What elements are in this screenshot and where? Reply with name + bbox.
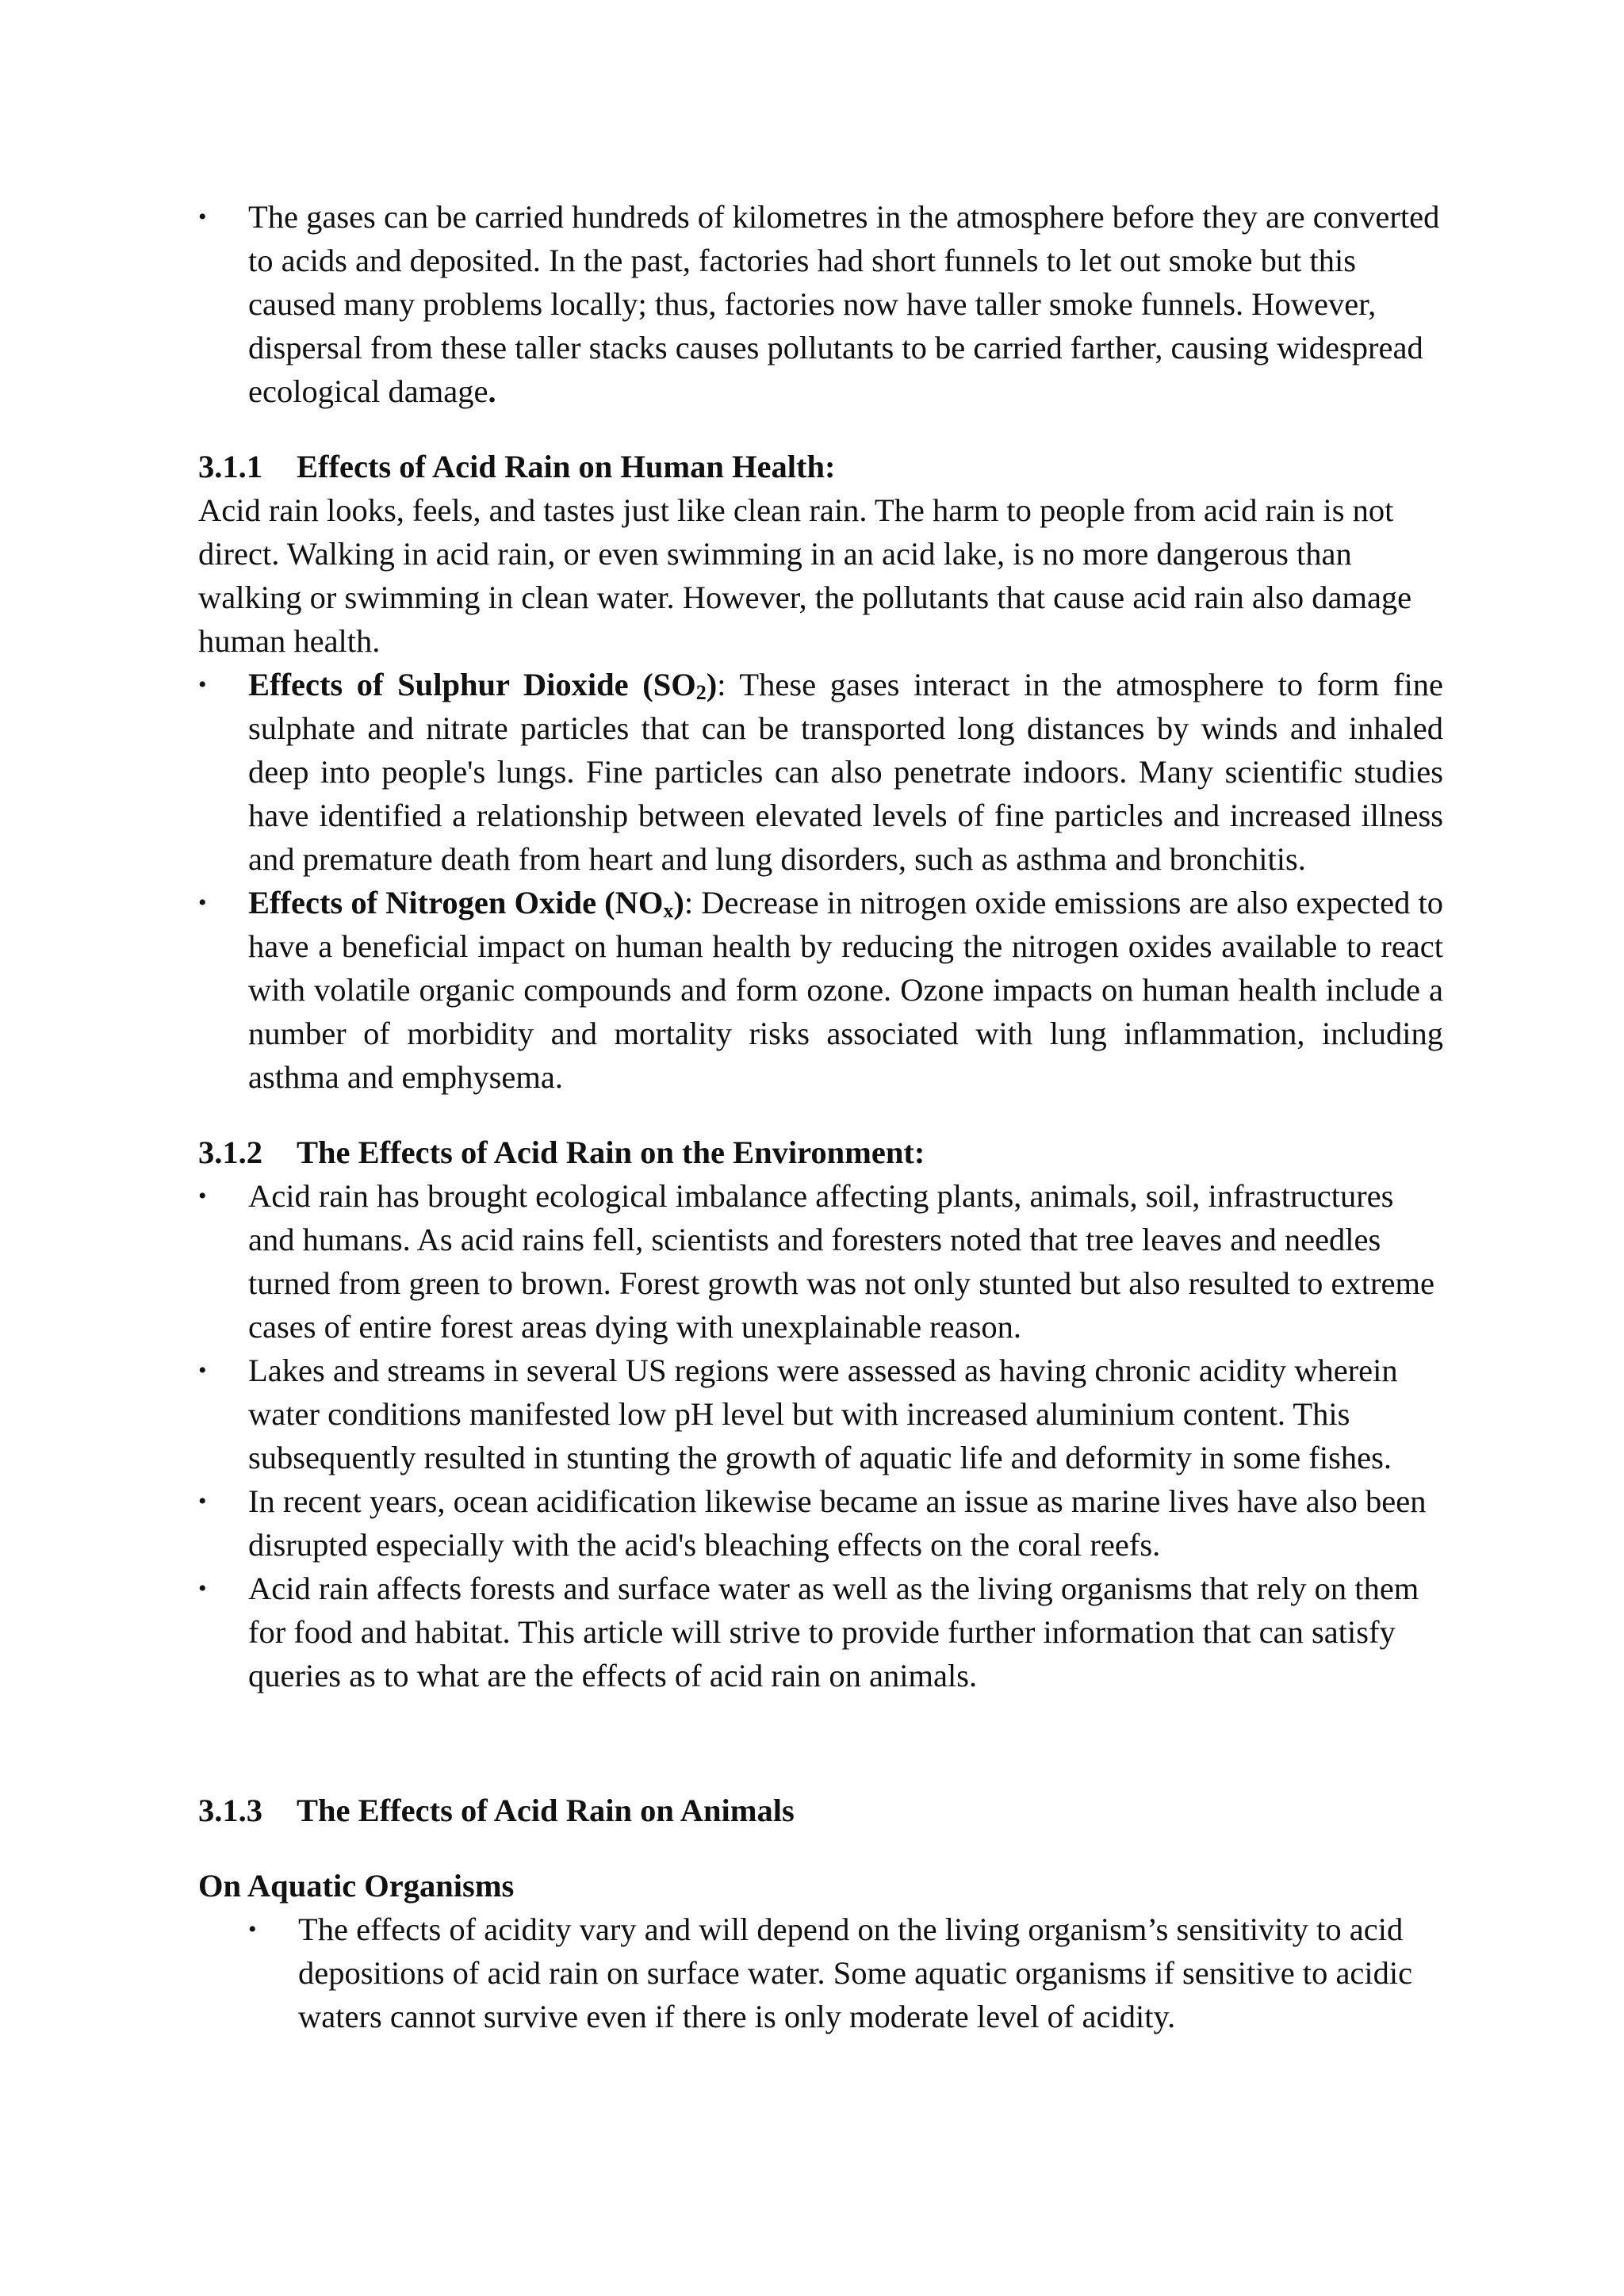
bullet-glyph: •: [198, 1575, 207, 1601]
list-item: [198, 881, 1443, 1099]
aquatic-organisms-list: [198, 1908, 1443, 2038]
bullet-glyph: •: [198, 890, 207, 916]
section-heading-3-1-1: [198, 445, 1443, 488]
section-heading-3-1-3: [198, 1789, 1443, 1832]
list-item: [198, 1567, 1443, 1697]
list-item-label: Effects of Nitrogen Oxide $(NO_x)$: [248, 885, 684, 922]
list-item-text: Acid rain has brought ecological imbalance affecting plants, animals, soil, infrastructures and humans. As acid rains fell, scientists and foresters noted that tree leaves and needles turned from green to brown. Forest growth was not only stunted but also resulted to extreme cases of entire forest areas dying with unexplainable reason.: [248, 1178, 1434, 1345]
list-item: [198, 1479, 1443, 1567]
list-item: [198, 195, 1443, 413]
document-page: [198, 195, 1443, 2038]
list-item-text: The gases can be carried hundreds of kilometres in the atmosphere before they are converted to acids and deposited. In the past, factories had short funnels to let out smoke but this caused many problems locally; thus, factories now have taller smoke funnels. However, dispersal from these taller stacks causes pollutants to be carried farther, causing widespread ecological damage: [248, 199, 1440, 409]
section-heading-3-1-2: [198, 1131, 1443, 1174]
environment-effects-list: [198, 1174, 1443, 1697]
bullet-glyph: •: [198, 204, 207, 230]
list-item-text: : These gases interact in the atmosphere to form fine sulphate and nitrate particles that can be transported long distances by winds and inhaled deep into people's lungs. Fine particles can also penetrate indoors. Many scientific studies have identified a relationship between elevated levels of fine particles and increased illness and premature death from heart and lung disorders, such as asthma and bronchitis.: [248, 667, 1443, 877]
section-paragraph: Acid rain looks, feels, and tastes just like clean rain. The harm to people from acid rain is not direct. Walking in acid rain, or even swimming in an acid lake, is no more dangerous than walking or swimming in clean water. However, the pollutants that cause acid rain also damage human health.: [198, 492, 1412, 659]
list-item: [248, 1908, 1443, 2038]
section-title: The Effects of Acid Rain on Animals: [297, 1793, 795, 1828]
list-item: [198, 663, 1443, 881]
list-item-text: In recent years, ocean acidification likewise became an issue as marine lives have also been disrupted especially with the acid's bleaching effects on the coral reefs.: [248, 1483, 1427, 1563]
list-item-text-end: .: [488, 373, 496, 409]
health-effects-list: [198, 663, 1443, 1099]
bullet-glyph: •: [198, 1183, 207, 1209]
list-item-text: Lakes and streams in several US regions were assessed as having chronic acidity wherein water conditions manifested low pH level but with increased aluminium content. This subsequently resulted in stunting the growth of aquatic life and deformity in some fishes.: [248, 1353, 1398, 1475]
list-item-text: : Decrease in nitrogen oxide emissions are also expected to have a beneficial impact on human health by reducing the nitrogen oxides available to react with volatile organic compounds and form ozone. Ozone impacts on human health include a number of morbidity and mortality risks associated with lung inflammation, including asthma and emphysema.: [248, 885, 1443, 1095]
list-item-text: Acid rain affects forests and surface water as well as the living organisms that rely on them for food and habitat. This article will strive to provide further information that can satisfy queries as to what are the effects of acid rain on animals.: [248, 1571, 1419, 1693]
section-title: The Effects of Acid Rain on the Environment:: [297, 1135, 925, 1170]
list-item-text: The effects of acidity vary and will depend on the living organism’s sensitivity to acid depositions of acid rain on surface water. Some aquatic organisms if sensitive to acidic waters cannot survive even if there is only moderate level of acidity.: [298, 1911, 1413, 2034]
section-number: 3.1.2: [198, 1135, 262, 1170]
bullet-glyph: •: [198, 1488, 207, 1514]
bullet-glyph: •: [198, 672, 207, 698]
subsection-heading: On Aquatic Organisms: [198, 1868, 515, 1904]
list-item-label: Effects of Sulphur Dioxide $(SO_2)$: [248, 667, 718, 704]
section-title: Effects of Acid Rain on Human Health:: [297, 449, 836, 484]
list-item: [198, 1349, 1443, 1479]
bullet-glyph: •: [198, 1357, 207, 1383]
intro-list: [198, 195, 1443, 413]
list-item: [198, 1174, 1443, 1349]
section-number: 3.1.3: [198, 1793, 262, 1828]
section-number: 3.1.1: [198, 449, 262, 484]
bullet-glyph: •: [248, 1916, 257, 1942]
